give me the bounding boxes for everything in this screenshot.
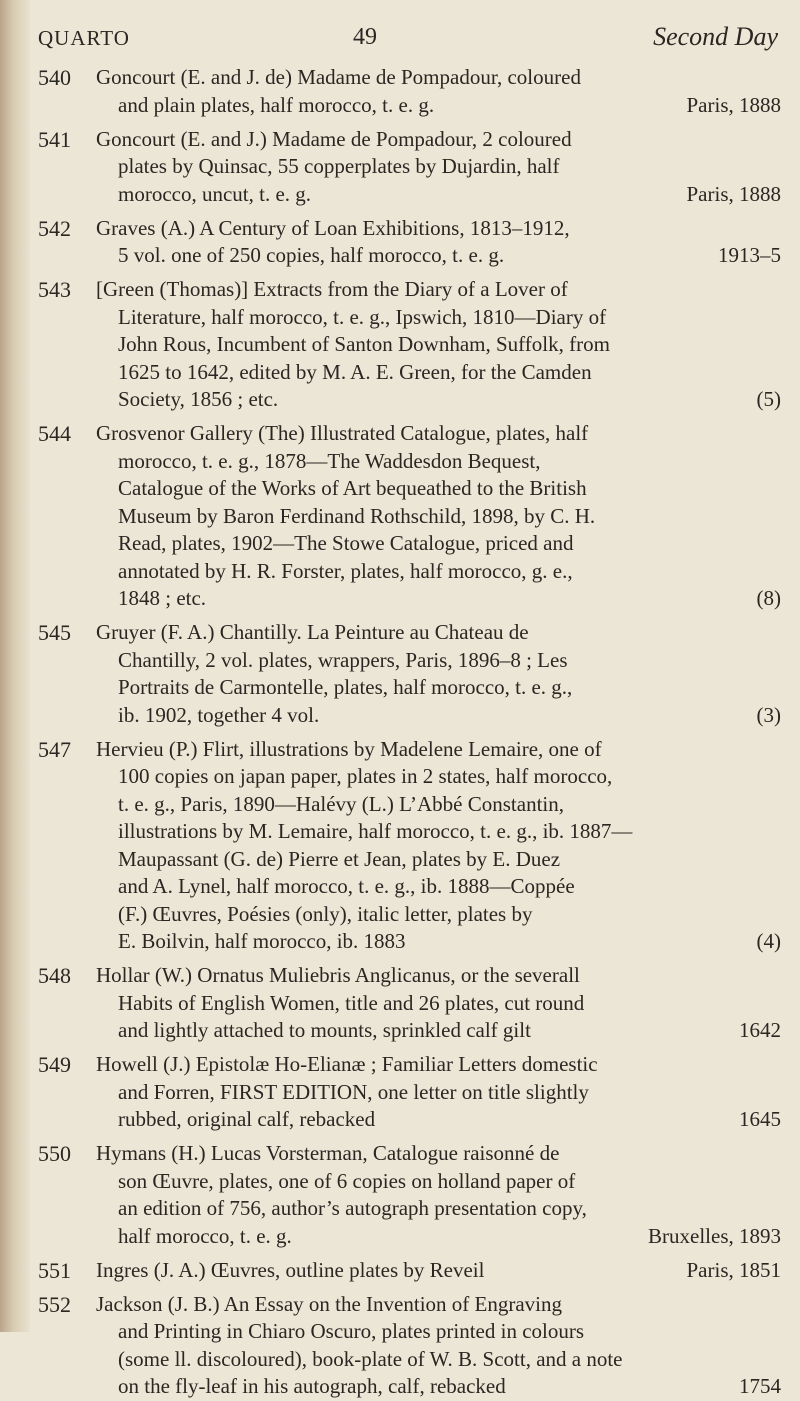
entry-line: morocco, t. e. g., 1878—The Waddesdon Bequest,	[118, 448, 541, 473]
catalogue-entry	[38, 736, 783, 956]
catalogue-entry	[38, 420, 783, 613]
catalogue-entry	[38, 1291, 783, 1401]
entry-line: illustrations by M. Lemaire, half morocco, t. e. g., ib. 1887—	[118, 819, 633, 843]
entry-line: Literature, half morocco, t. e. g., Ipswich, 1810—Diary of	[118, 304, 607, 329]
entry-final-line	[96, 1017, 783, 1045]
entry-line: t. e. g., Paris, 1890—Halévy (L.) L’Abbé Constantin,	[118, 791, 564, 816]
catalogue-entry	[38, 962, 783, 1045]
lot-number: 548	[38, 963, 71, 988]
lot-number: 550	[38, 1141, 71, 1166]
entry-line: annotated by H. R. Forster, plates, half morocco, g. e.,	[118, 558, 573, 583]
entry-final-line	[96, 1223, 783, 1251]
lot-number: 551	[38, 1257, 71, 1283]
entry-line: [Green (Thomas)] Extracts from the Diary of a Lover of	[96, 277, 568, 301]
header-day: Second Day	[653, 22, 778, 51]
header-format: QUARTO	[38, 26, 130, 50]
lot-number: 545	[38, 620, 71, 645]
entry-imprint: 1642	[739, 1018, 781, 1042]
entry-final-line	[96, 702, 783, 730]
entry-line: Museum by Baron Ferdinand Rothschild, 1898, by C. H.	[118, 503, 596, 528]
entry-line: Hervieu (P.) Flirt, illustrations by Madelene Lemaire, one of	[96, 736, 602, 761]
entry-line: (F.) Œuvres, Poésies (only), italic letter, plates by	[118, 901, 533, 926]
entry-final-line	[96, 585, 783, 613]
entry-imprint: Bruxelles, 1893	[648, 1223, 781, 1248]
page-edge-shadow	[0, 0, 30, 1332]
entry-line: Chantilly, 2 vol. plates, wrappers, Paris, 1896–8 ; Les	[118, 647, 568, 672]
entry-line: Grosvenor Gallery (The) Illustrated Catalogue, plates, half	[96, 421, 589, 445]
entry-line: 100 copies on japan paper, plates in 2 states, half morocco,	[118, 764, 613, 788]
entry-imprint: Paris, 1888	[686, 181, 781, 206]
entry-line: John Rous, Incumbent of Santon Downham, Suffolk, from	[118, 332, 610, 356]
entry-line: Maupassant (G. de) Pierre et Jean, plates by E. Duez	[118, 846, 561, 871]
entry-description-end: Society, 1856 ; etc.	[118, 387, 279, 411]
entry-final-line	[96, 242, 783, 270]
lot-number: 552	[38, 1291, 71, 1317]
entry-description-end: rubbed, original calf, rebacked	[118, 1107, 376, 1131]
entry-description-end: 5 vol. one of 250 copies, half morocco, t. e. g.	[118, 243, 505, 267]
entry-description-end: ib. 1902, together 4 vol.	[118, 702, 320, 727]
entry-final-line	[96, 386, 783, 414]
entry-line: Goncourt (E. and J.) Madame de Pompadour, 2 coloured	[96, 126, 572, 151]
lot-number: 544	[38, 421, 71, 446]
entry-line: Portraits de Carmontelle, plates, half morocco, t. e. g.,	[118, 675, 573, 699]
entry-line: Gruyer (F. A.) Chantilly. La Peinture au Chateau de	[96, 620, 529, 644]
entry-final-line	[96, 92, 783, 120]
entry-line: son Œuvre, plates, one of 6 copies on holland paper of	[118, 1168, 576, 1193]
entry-description-end: morocco, uncut, t. e. g.	[118, 181, 312, 206]
catalogue-entry	[38, 619, 783, 729]
catalogue-entry	[38, 1051, 783, 1134]
entry-imprint: Paris, 1851	[686, 1257, 781, 1282]
running-header	[38, 22, 778, 56]
catalogue-entry	[38, 1257, 783, 1285]
entry-final-line	[96, 181, 783, 209]
entry-line: Catalogue of the Works of Art bequeathed to the British	[118, 476, 587, 500]
entry-description-end: and plain plates, half morocco, t. e. g.	[118, 92, 435, 117]
entry-line: Habits of English Women, title and 26 plates, cut round	[118, 990, 585, 1015]
catalogue-entry	[38, 1140, 783, 1250]
page-number: 49	[353, 24, 377, 50]
catalogue-entries	[38, 64, 783, 1401]
entry-line: Goncourt (E. and J. de) Madame de Pompadour, coloured	[96, 65, 581, 89]
entry-description-end: and lightly attached to mounts, sprinkled calf gilt	[118, 1018, 531, 1042]
entry-imprint: 1754	[739, 1374, 781, 1398]
entry-line: Jackson (J. B.) An Essay on the Invention of Engraving	[96, 1291, 563, 1316]
entry-imprint: 1913–5	[718, 243, 781, 267]
catalogue-entry	[38, 276, 783, 414]
entry-final-line	[96, 1373, 783, 1401]
lot-number: 547	[38, 736, 71, 762]
entry-final-line	[96, 1106, 783, 1134]
entry-imprint: (8)	[756, 586, 781, 610]
entry-line: and Forren, FIRST EDITION, one letter on title slightly	[118, 1079, 589, 1104]
catalogue-entry	[38, 126, 783, 209]
entry-imprint: (4)	[756, 929, 781, 953]
entry-imprint: Paris, 1888	[686, 92, 781, 117]
entry-description-end: E. Boilvin, half morocco, ib. 1883	[118, 929, 406, 953]
entry-imprint: (5)	[756, 387, 781, 411]
lot-number: 542	[38, 215, 71, 241]
entry-imprint: (3)	[756, 702, 781, 727]
catalogue-entry	[38, 64, 783, 119]
entry-line: 1625 to 1642, edited by M. A. E. Green, for the Camden	[118, 359, 592, 384]
lot-number: 543	[38, 277, 71, 302]
entry-final-line	[96, 928, 783, 956]
entry-line: Graves (A.) A Century of Loan Exhibitions, 1813–1912,	[96, 215, 570, 240]
entry-line: an edition of 756, author’s autograph presentation copy,	[118, 1196, 587, 1220]
entry-line: Read, plates, 1902—The Stowe Catalogue, priced and	[118, 531, 574, 555]
entry-description-end: half morocco, t. e. g.	[118, 1223, 292, 1248]
entry-line: plates by Quinsac, 55 copperplates by Dujardin, half	[118, 154, 560, 178]
entry-imprint: 1645	[739, 1107, 781, 1131]
entry-line: Hymans (H.) Lucas Vorsterman, Catalogue raisonné de	[96, 1141, 560, 1165]
entry-final-line	[96, 1257, 783, 1285]
entry-line: Hollar (W.) Ornatus Muliebris Anglicanus, or the severall	[96, 963, 580, 987]
entry-line: Howell (J.) Epistolæ Ho-Elianæ ; Familiar Letters domestic	[96, 1052, 598, 1076]
lot-number: 549	[38, 1052, 71, 1077]
entry-line: and Printing in Chiaro Oscuro, plates printed in colours	[118, 1319, 585, 1343]
entry-line: (some ll. discoloured), book-plate of W. B. Scott, and a note	[118, 1346, 623, 1371]
lot-number: 540	[38, 65, 71, 90]
entry-description-end: 1848 ; etc.	[118, 586, 207, 610]
entry-description-end: Ingres (J. A.) Œuvres, outline plates by Reveil	[96, 1257, 485, 1282]
entry-line: and A. Lynel, half morocco, t. e. g., ib. 1888—Coppée	[118, 874, 575, 898]
lot-number: 541	[38, 126, 71, 152]
entry-description-end: on the fly-leaf in his autograph, calf, rebacked	[118, 1374, 506, 1398]
catalogue-entry	[38, 215, 783, 270]
